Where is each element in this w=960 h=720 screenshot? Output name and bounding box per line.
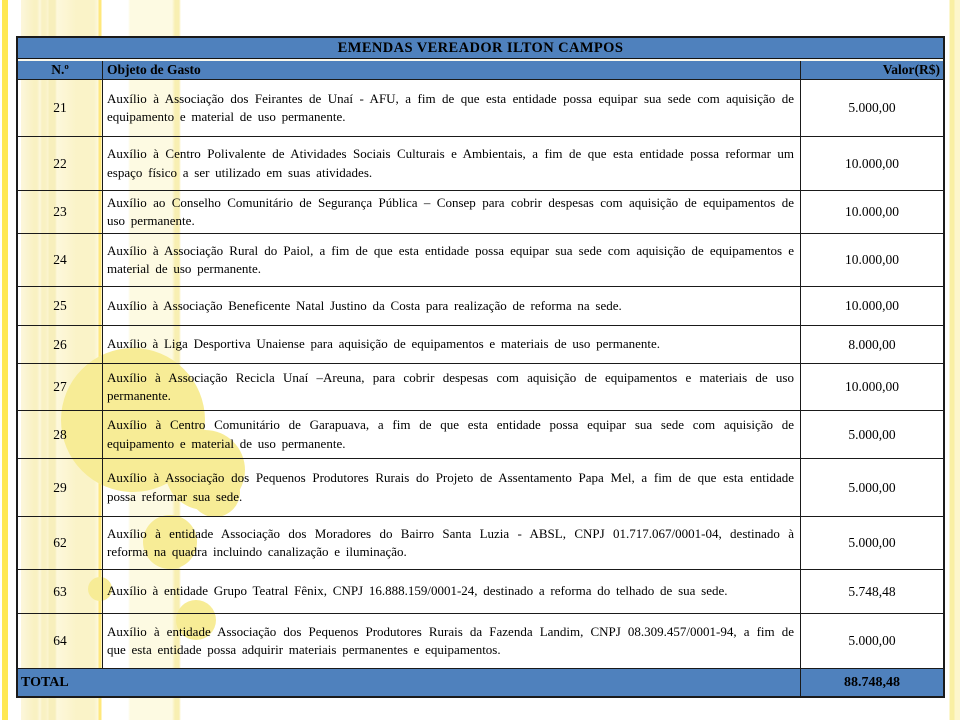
- row-value-cell: 5.748,48: [848, 583, 896, 599]
- row-value-cell: 10.000,00: [845, 204, 899, 219]
- row-desc-cell: Auxílio à entidade Associação dos Pequenos Produtores Rurais da Fazenda Landim, CNPJ 08.309.457/0001-94, a fim de que esta entidade possa adquirir materiais permanentes e equipamentos.: [103, 614, 801, 668]
- row-number-cell: 27: [18, 364, 103, 410]
- row-value-cell: 10.000,00: [845, 298, 899, 313]
- row-desc-cell: Auxílio à Associação Beneficente Natal Justino da Costa para realização de reforma na sede.: [103, 287, 801, 325]
- row-value-cell: 10.000,00: [845, 252, 899, 267]
- table-row: [18, 80, 943, 137]
- table-row: [18, 287, 943, 326]
- row-desc-cell: Auxílio à Associação dos Feirantes de Unaí - AFU, a fim de que esta entidade possa equipar sua sede com aquisição de equipamento e material de uso permanente.: [103, 80, 801, 136]
- row-value-cell: 5.000,00: [848, 633, 896, 648]
- table-row: [18, 411, 943, 459]
- table-title-row: [18, 38, 943, 59]
- row-desc-cell: Auxílio ao Conselho Comunitário de Segurança Pública – Consep para cobrir despesas com aquisição de equipamentos de uso permanente.: [103, 191, 801, 233]
- row-desc-cell: Auxílio à Associação Recicla Unaí –Areuna, para cobrir despesas com aquisição de equipamentos e materiais de uso permanente.: [103, 364, 801, 410]
- table-total-row: [18, 669, 943, 696]
- row-number-cell: 64: [18, 614, 103, 668]
- table-header-row: [18, 59, 943, 80]
- row-desc-cell: Auxílio à Associação Rural do Paiol, a fim de que esta entidade possa equipar sua sede com aquisição de equipamentos e material de uso permanente.: [103, 234, 801, 286]
- table-row: [18, 191, 943, 234]
- row-desc-cell: Auxílio à Liga Desportiva Unaiense para aquisição de equipamentos e materiais de uso permanente.: [103, 326, 801, 363]
- row-number-cell: 28: [18, 411, 103, 458]
- row-value-cell: 10.000,00: [845, 155, 899, 171]
- row-value-cell: 5.000,00: [848, 100, 896, 115]
- row-number-cell: 63: [18, 570, 103, 613]
- row-number-cell: 26: [18, 326, 103, 363]
- total-value: 88.748,48: [844, 674, 900, 690]
- row-value-cell: 5.000,00: [848, 426, 896, 442]
- total-label: TOTAL: [18, 669, 801, 696]
- row-desc-cell: Auxílio à Associação dos Pequenos Produtores Rurais do Projeto de Assentamento Papa Mel, a fim de que esta entidade possa reformar sua sede.: [103, 459, 801, 516]
- column-header-valor: Valor(R$): [882, 62, 940, 77]
- column-header-numero: N.º: [18, 61, 103, 79]
- row-desc-cell: Auxílio à Centro Polivalente de Atividades Sociais Culturais e Ambientais, a fim de que esta entidade possa reformar um espaço físico a ser utilizado em suas atividades.: [103, 137, 801, 190]
- table-title: EMENDAS VEREADOR ILTON CAMPOS: [337, 39, 624, 56]
- row-desc-cell: Auxílio à Centro Comunitário de Garapuava, a fim de que esta entidade possa equipar sua sede com aquisição de equipamento e material de uso permanente.: [103, 411, 801, 458]
- row-number-cell: 62: [18, 517, 103, 569]
- table-row: [18, 326, 943, 364]
- row-number-cell: 29: [18, 459, 103, 516]
- row-value-cell: 5.000,00: [848, 535, 896, 550]
- table-row: [18, 137, 943, 191]
- row-number-cell: 24: [18, 234, 103, 286]
- table-row: [18, 614, 943, 669]
- row-number-cell: 22: [18, 137, 103, 190]
- row-value-cell: 10.000,00: [845, 379, 899, 394]
- row-number-cell: 23: [18, 191, 103, 233]
- table-row: [18, 234, 943, 287]
- row-desc-cell: Auxílio à entidade Grupo Teatral Fênix, CNPJ 16.888.159/0001-24, destinado a reforma do telhado de sua sede.: [103, 570, 801, 613]
- table-row: [18, 517, 943, 570]
- emendas-table: [16, 36, 945, 698]
- row-number-cell: 21: [18, 80, 103, 136]
- row-value-cell: 5.000,00: [848, 479, 896, 495]
- table-row: [18, 570, 943, 614]
- row-number-cell: 25: [18, 287, 103, 325]
- table-row: [18, 459, 943, 517]
- row-value-cell: 8.000,00: [848, 336, 896, 352]
- row-desc-cell: Auxílio à entidade Associação dos Moradores do Bairro Santa Luzia - ABSL, CNPJ 01.717.067/0001-04, destinado à reforma na quadra incluindo canalização e iluminação.: [103, 517, 801, 569]
- table-row: [18, 364, 943, 411]
- column-header-objeto-de-gasto: Objeto de Gasto: [103, 61, 801, 79]
